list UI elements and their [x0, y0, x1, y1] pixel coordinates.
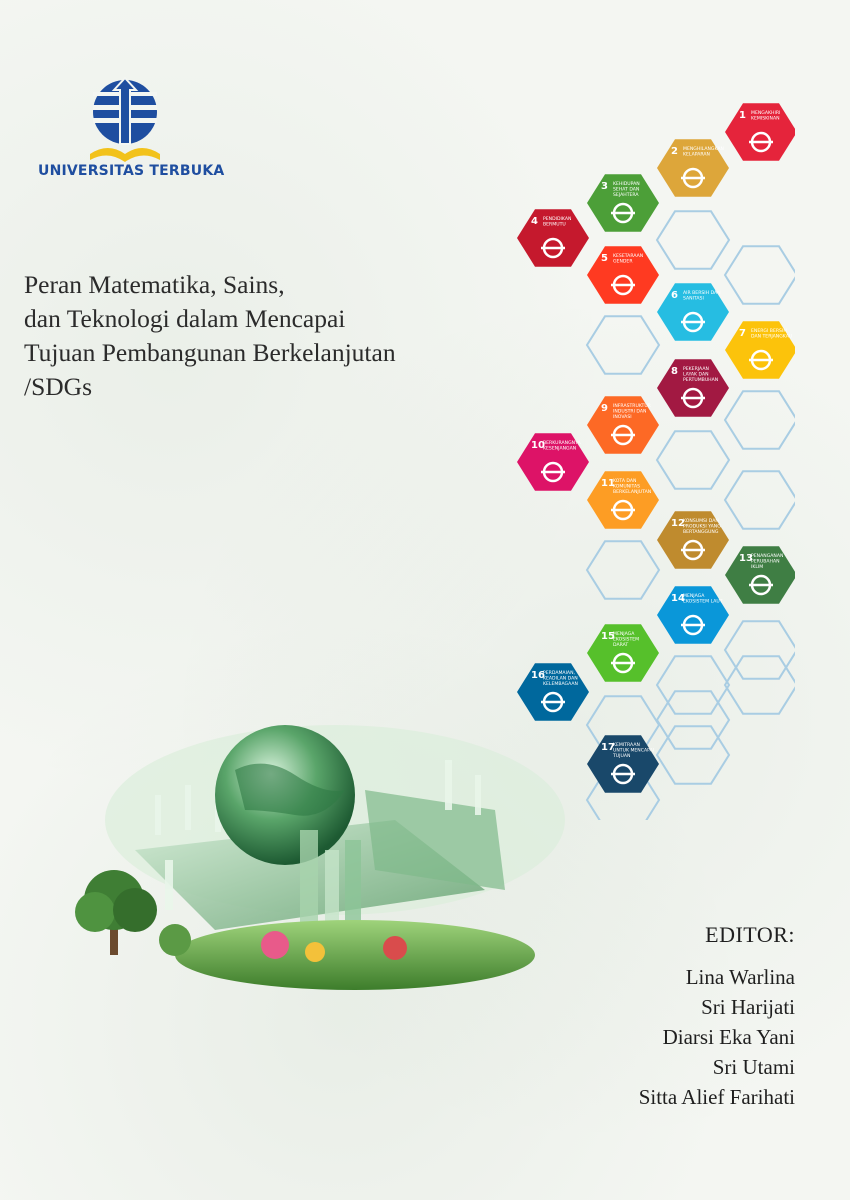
sdg-goal-5: [587, 246, 659, 303]
sdg-number: 2: [671, 146, 678, 157]
empty-hexagon: [657, 211, 729, 268]
sdg-goal-10: [517, 433, 589, 490]
sdg-goal-8: [657, 359, 729, 416]
sdg-goal-1: [725, 103, 795, 160]
sdg-number: 14: [671, 593, 685, 604]
empty-hexagon: [725, 391, 795, 448]
sdg-number: 10: [531, 440, 545, 451]
sdg-label: KOTA DAN KOMUNITAS BERKELANJUTAN: [613, 479, 652, 495]
sdg-label: MENGAKHIRI KEMISKINAN: [751, 111, 781, 122]
empty-hexagon: [725, 471, 795, 528]
sdg-number: 16: [531, 670, 545, 681]
sdg-goal-4: [517, 209, 589, 266]
sdg-number: 1: [739, 110, 746, 121]
editor-name: Sitta Alief Farihati: [638, 1085, 795, 1109]
sdg-number: 15: [601, 631, 615, 642]
sdg-number: 17: [601, 742, 615, 753]
sdg-goal-15: [587, 624, 659, 681]
sdg-label: PENDIDIKAN BERMUTU: [543, 217, 572, 228]
empty-hexagon: [657, 726, 729, 783]
sdg-number: 9: [601, 403, 608, 414]
sdg-number: 6: [671, 290, 678, 301]
sdg-goal-13: [725, 546, 795, 603]
sdg-label: KEHIDUPAN SEHAT DAN SEJAHTERA: [613, 182, 640, 198]
empty-hexagon: [587, 316, 659, 373]
sdg-label: PENANGANAN PERUBAHAN IKLIM: [751, 554, 784, 570]
sdg-label: PERDAMAIAN, KEADILAN DAN KELEMBAGAAN: [543, 671, 578, 687]
sdg-goal-9: [587, 396, 659, 453]
technology-globe-illustration: [65, 700, 565, 995]
editor-name: Sri Harijati: [701, 995, 795, 1019]
empty-hexagon: [725, 246, 795, 303]
sdg-number: 11: [601, 478, 615, 489]
sdg-goal-3: [587, 174, 659, 231]
sdg-number: 7: [739, 328, 746, 339]
book-title: [24, 268, 584, 404]
sdg-label: MENGHILANGKAN KELAPARAN: [683, 147, 724, 158]
sdg-number: 13: [739, 553, 753, 564]
sdg-goal-6: [657, 283, 729, 340]
sdg-label: BERKURANGNYA KESENJANGAN: [543, 441, 581, 452]
editor-block: [639, 922, 795, 1112]
editor-label: EDITOR:: [705, 922, 795, 947]
publisher-name: UNIVERSITAS TERBUKA: [38, 163, 225, 179]
sdg-number: 5: [601, 253, 608, 264]
sdg-label: AIR BERSIH DAN SANITASI: [683, 291, 721, 302]
empty-hexagon: [657, 431, 729, 488]
sdg-label: KEMITRAAN UNTUK MENCAPAI TUJUAN: [613, 743, 655, 759]
sdg-goal-11: [587, 471, 659, 528]
sdg-goal-12: [657, 511, 729, 568]
title-line: dan Teknologi dalam Mencapai: [24, 304, 346, 333]
sdg-label: MENJAGA EKOSISTEM DARAT: [613, 632, 640, 648]
empty-hexagon: [657, 691, 729, 748]
title-line: Peran Matematika, Sains,: [24, 270, 285, 299]
editor-name: Diarsi Eka Yani: [662, 1025, 795, 1049]
sdg-label: PEKERJAAN LAYAK DAN PERTUMBUHAN: [683, 367, 719, 383]
editor-name: Sri Utami: [712, 1055, 795, 1079]
sdg-label: ENERGI BERSIH DAN TERJANGKAU: [751, 329, 793, 340]
empty-hexagon: [657, 656, 729, 713]
sdg-goal-2: [657, 139, 729, 196]
editor-name: Lina Warlina: [685, 965, 795, 989]
sdg-number: 4: [531, 216, 538, 227]
sdg-label: INFRASTRUKTUR INDUSTRI DAN INOVASI: [613, 404, 651, 420]
sdg-goal-14: [657, 586, 729, 643]
sdg-label: KESETARAAN GENDER: [613, 254, 644, 265]
sdg-goal-7: [725, 321, 795, 378]
title-line: Tujuan Pembangunan Berkelanjutan: [24, 338, 396, 367]
empty-hexagon: [587, 541, 659, 598]
sdg-number: 12: [671, 518, 685, 529]
sdg-number: 8: [671, 366, 678, 377]
sdg-number: 3: [601, 181, 608, 192]
title-line: /SDGs: [24, 372, 93, 401]
sdg-label: KONSUMSI DAN PRODUKSI YANG BERTANGGUNG: [683, 519, 721, 535]
sdg-label: MENJAGA EKOSISTEM LAUT: [683, 594, 723, 605]
